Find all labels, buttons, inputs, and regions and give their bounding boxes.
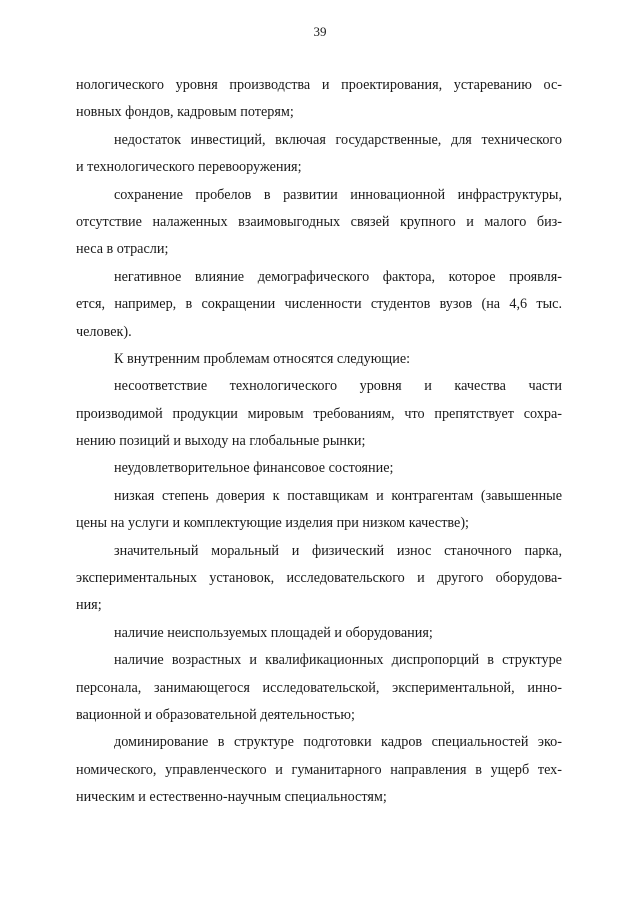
text-line: недостаток инвестиций, включая государственные, для технического: [114, 132, 562, 148]
page-number: 39: [313, 24, 327, 39]
text-line: ется, например, в сокращении численности студентов вузов (на 4,6 тыс.: [76, 297, 562, 313]
text-line: значительный моральный и физический износ станочного парка,: [114, 543, 562, 559]
text-line: несоответствие технологического уровня и качества части: [114, 379, 562, 395]
text-line: наличие неиспользуемых площадей и оборудования;: [114, 625, 433, 641]
text-line: неса в отрасли;: [76, 242, 169, 258]
text-line: ническим и естественно-научным специальностям;: [76, 790, 387, 806]
text-line: цены на услуги и комплектующие изделия при низком качестве);: [76, 516, 469, 532]
text-line: нологического уровня производства и проектирования, устареванию ос-: [76, 78, 562, 93]
text-line: низкая степень доверия к поставщикам и контрагентам (завышенные: [114, 488, 562, 504]
text-line: и технологического перевооружения;: [76, 160, 302, 176]
text-line: номического, управленческого и гуманитарного направления в ущерб тех-: [76, 762, 562, 778]
document-body: [76, 78, 562, 805]
text-line: производимой продукции мировым требованиям, что препятствует сохра-: [76, 406, 562, 422]
text-line: наличие возрастных и квалификационных диспропорций в структуре: [114, 653, 562, 669]
text-line: сохранение пробелов в развитии инновационной инфраструктуры,: [114, 187, 562, 203]
text-line: ния;: [76, 598, 102, 614]
text-line: экспериментальных установок, исследовательского и другого оборудова-: [76, 571, 562, 587]
text-line: вационной и образовательной деятельностью;: [76, 707, 355, 723]
text-line: нению позиций и выходу на глобальные рынки;: [76, 434, 366, 450]
text-line: К внутренним проблемам относятся следующие:: [114, 351, 411, 367]
text-line: человек).: [76, 324, 132, 340]
text-line: негативное влияние демографического фактора, которое проявля-: [114, 269, 562, 285]
text-line: персонала, занимающегося исследовательской, экспериментальной, инно-: [76, 680, 562, 696]
text-line: неудовлетворительное финансовое состояние;: [114, 461, 394, 477]
text-line: отсутствие налаженных взаимовыгодных связей крупного и малого биз-: [76, 214, 562, 230]
text-line: доминирование в структуре подготовки кадров специальностей эко-: [114, 735, 562, 751]
text-line: новных фондов, кадровым потерям;: [76, 105, 294, 121]
